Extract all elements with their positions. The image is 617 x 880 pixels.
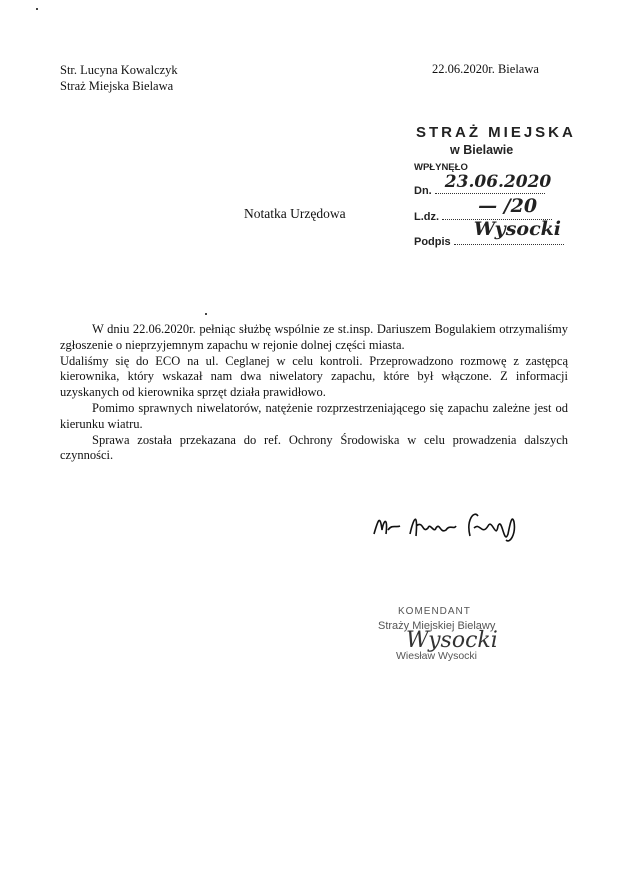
scan-speck bbox=[205, 313, 207, 315]
scan-speck bbox=[36, 8, 38, 10]
paragraph-1: W dniu 22.06.2020r. pełniąc służbę wspólnie ze st.insp. Dariuszem Bogulakiem otrzymaliśmy zgłoszenie o nieprzyjemnym zapachu w rejonie dolnej części miasta. bbox=[60, 322, 568, 352]
commander-signature: Wysocki bbox=[406, 628, 498, 653]
stamp-subtitle: w Bielawie bbox=[450, 143, 514, 157]
sender-block bbox=[60, 62, 178, 94]
stamp-date-line bbox=[435, 172, 552, 194]
handwritten-signature-icon bbox=[370, 500, 540, 550]
paragraph-4: Sprawa została przekazana do ref. Ochrony Środowiska w celu prowadzenia dalszych czynności. bbox=[60, 432, 568, 463]
date-place: 22.06.2020r. Bielawa bbox=[432, 62, 539, 76]
commander-role: KOMENDANT bbox=[398, 606, 471, 617]
sender-unit: Straż Miejska Bielawa bbox=[60, 79, 174, 93]
stamp-title: STRAŻ MIEJSKA bbox=[416, 124, 576, 141]
stamp-number-value: — /20 bbox=[478, 195, 538, 217]
paragraph-3: Pomimo sprawnych niwelatorów, natężenie rozprzestrzeniającego się zapachu zależne jest od kierunku wiatru. bbox=[60, 400, 568, 431]
stamp-signature-row bbox=[414, 218, 564, 248]
stamp-date-label: Dn. bbox=[414, 185, 432, 197]
note-body bbox=[60, 322, 568, 464]
stamp-number-label: L.dz. bbox=[414, 211, 440, 223]
sender-name: Str. Lucyna Kowalczyk bbox=[60, 63, 178, 77]
commander-unit: Straży Miejskiej Bielawy bbox=[378, 620, 496, 632]
stamp-signature-label: Podpis bbox=[414, 236, 451, 248]
stamp-received-label: WPŁYNĘŁO bbox=[414, 162, 468, 173]
stamp-signature-line bbox=[454, 218, 564, 245]
document-title: Notatka Urzędowa bbox=[244, 206, 346, 221]
officer-signatures bbox=[370, 500, 540, 555]
paragraph-2: Udaliśmy się do ECO na ul. Ceglanej w celu kontroli. Przeprowadzono rozmowę z zastępcą kierownika, który wskazał nam dwa niwelatory zapachu, które był włączone. Z informacji uzyskanych od kierownika sprzęt działa prawidłowo. bbox=[60, 353, 568, 400]
stamp-date-value: 23.06.2020 bbox=[444, 172, 552, 192]
commander-name: Wiesław Wysocki bbox=[396, 650, 477, 662]
stamp-signature-value: Wysocki bbox=[473, 218, 562, 240]
